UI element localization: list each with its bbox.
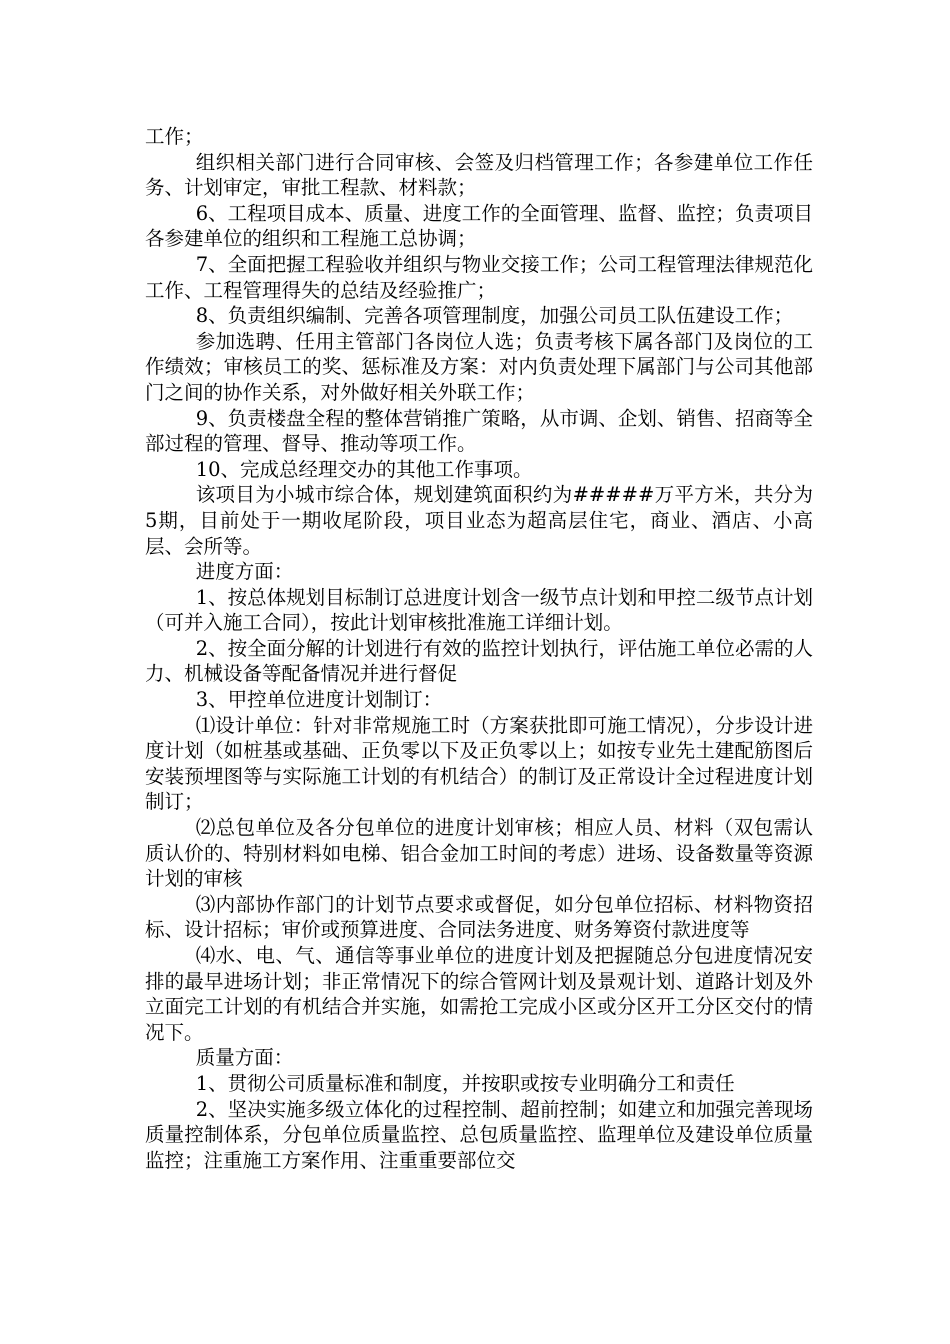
paragraph: 2、坚决实施多级立体化的过程控制、超前控制；如建立和加强完善现场质量控制体系，分包单位质量监控、总包质量监控、监理单位及建设单位质量监控；注重施工方案作用、注重重要部位交: [145, 1097, 813, 1172]
paragraph: ⑷水、电、气、通信等事业单位的进度计划及把握随总分包进度情况安排的最早进场计划；非正常情况下的综合管网计划及景观计划、道路计划及外立面完工计划的有机结合并实施，如需抢工完成小区或分区开工分区交付的情况下。: [145, 944, 813, 1044]
paragraph: ⑴设计单位：针对非常规施工时（方案获批即可施工情况），分步设计进度计划（如桩基或基础、正负零以下及正负零以上；如按专业先土建配筋图后安装预埋图等与实际施工计划的有机结合）的制订及正常设计全过程进度计划制订；: [145, 713, 813, 814]
paragraph: 3、甲控单位进度计划制订：: [195, 688, 443, 712]
paragraph: 参加选聘、任用主管部门各岗位人选；负责考核下属各部门及岗位的工作绩效；审核员工的奖、惩标准及方案：对内负责处理下属部门与公司其他部门之间的协作关系，对外做好相关外联工作；: [145, 329, 813, 404]
paragraph: 8、负责组织编制、完善各项管理制度，加强公司员工队伍建设工作；: [195, 304, 794, 328]
paragraph: 10、完成总经理交办的其他工作事项。: [195, 457, 533, 481]
paragraph: 组织相关部门进行合同审核、会签及归档管理工作；各参建单位工作任务、计划审定，审批工程款、材料款；: [145, 150, 813, 200]
paragraph: ⑶内部协作部门的计划节点要求或督促，如分包单位招标、材料物资招标、设计招标；审价或预算进度、合同法务进度、财务筹资付款进度等: [145, 892, 813, 942]
section-heading-schedule: 进度方面：: [195, 560, 294, 584]
paragraph: 1、按总体规划目标制订总进度计划含一级节点计划和甲控二级节点计划（可并入施工合同），按此计划审核批准施工详细计划。: [145, 585, 813, 635]
paragraph-continuation: 工作；: [145, 125, 204, 148]
paragraph: ⑵总包单位及各分包单位的进度计划审核；相应人员、材料（双包需认质认价的、特别材料如电梯、铝合金加工时间的考虑）进场、设备数量等资源计划的审核: [145, 816, 813, 891]
paragraph: 9、负责楼盘全程的整体营销推广策略，从市调、企划、销售、招商等全部过程的管理、督导、推动等项工作。: [145, 406, 813, 456]
section-heading-quality: 质量方面：: [195, 1046, 294, 1070]
paragraph: 6、工程项目成本、质量、进度工作的全面管理、监督、监控；负责项目各参建单位的组织和工程施工总协调；: [145, 201, 813, 251]
document-body: [145, 124, 813, 1173]
paragraph: 1、贯彻公司质量标准和制度，并按职或按专业明确分工和责任: [195, 1071, 735, 1095]
paragraph: 该项目为小城市综合体，规划建筑面积约为#####万平方米，共分为5期，目前处于一期收尾阶段，项目业态为超高层住宅，商业、酒店、小高层、会所等。: [145, 483, 813, 558]
paragraph: 2、按全面分解的计划进行有效的监控计划执行，评估施工单位必需的人力、机械设备等配备情况并进行督促: [145, 636, 813, 686]
paragraph: 7、全面把握工程验收并组织与物业交接工作；公司工程管理法律规范化工作、工程管理得失的总结及经验推广；: [145, 252, 813, 302]
